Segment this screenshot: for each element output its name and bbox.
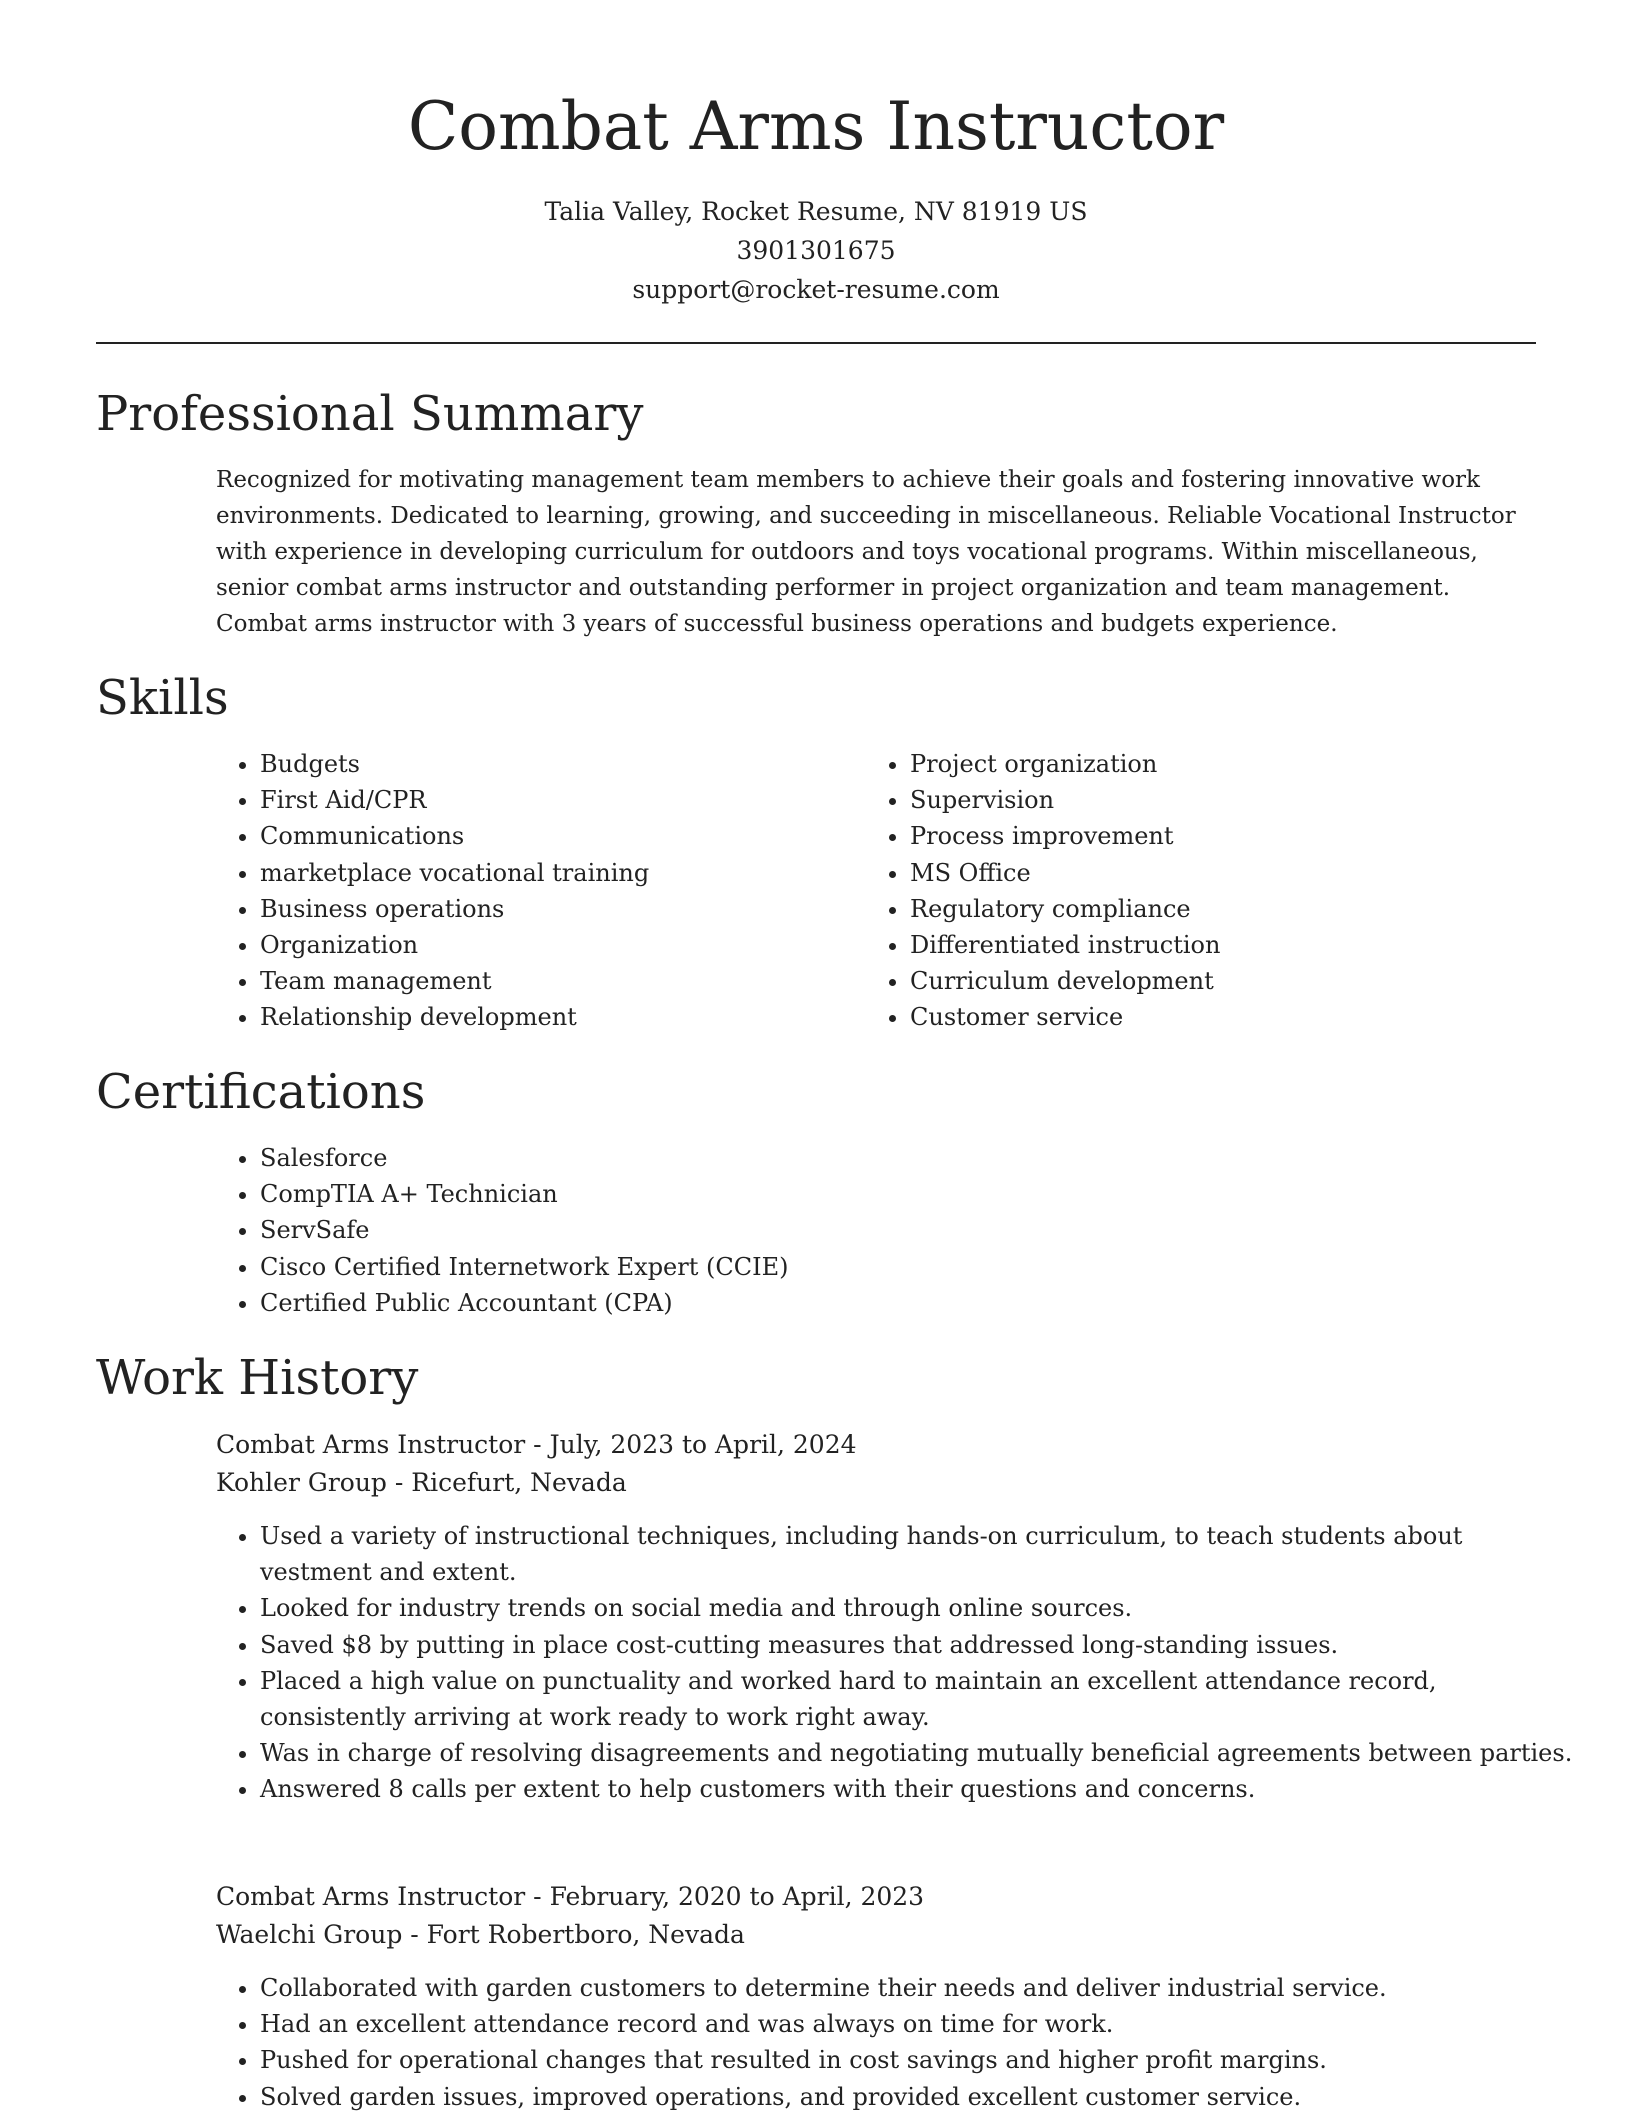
job-bullet: • Collaborated with garden customers to determine their needs and deliver industrial service. <box>260 1970 1580 2006</box>
certifications-list <box>216 1140 1560 1321</box>
job-bullet: • Pushed for operational changes that resulted in cost savings and higher profit margins. <box>260 2042 1580 2078</box>
job-bullets <box>216 1970 1580 2115</box>
work-history-heading: Work History <box>96 1350 419 1406</box>
skill-item: • Process improvement <box>910 818 1510 854</box>
resume-name: Combat Arms Instructor <box>407 88 1225 165</box>
skills-list-right <box>866 746 1510 1036</box>
skill-item: • Relationship development <box>260 999 860 1035</box>
job-bullet: • Used a variety of instructional techniques, including hands-on curriculum, to teach students about vestment and extent. <box>260 1518 1580 1590</box>
job-header <box>216 1878 1536 1954</box>
job-bullet: • Answered 8 calls per extent to help customers with their questions and concerns. <box>260 1771 1580 1807</box>
job-bullet: • Saved $8 by putting in place cost-cutting measures that addressed long-standing issues. <box>260 1627 1580 1663</box>
job-bullet: • Looked for industry trends on social media and through online sources. <box>260 1590 1580 1626</box>
header-divider <box>96 342 1536 344</box>
job-company-line <box>216 1464 1536 1502</box>
skill-item: • Supervision <box>910 782 1510 818</box>
job-location: - Fort Robertboro, Nevada <box>402 1920 745 1949</box>
job-header <box>216 1426 1536 1502</box>
skill-item: • Communications <box>260 818 860 854</box>
skill-item: • marketplace vocational training <box>260 855 860 891</box>
summary-heading: Professional Summary <box>96 386 644 442</box>
certification-item: • Cisco Certified Internetwork Expert (CCIE) <box>260 1249 1560 1285</box>
job-company: Waelchi Group <box>216 1920 403 1949</box>
skill-item: • Curriculum development <box>910 963 1510 999</box>
job-dates: - February, 2020 to April, 2023 <box>525 1882 925 1911</box>
job-location: - Ricefurt, Nevada <box>386 1468 627 1497</box>
summary-text: Recognized for motivating management team members to achieve their goals and fostering innovative work environments. Dedicated to learning, growing, and succeeding in miscellaneous. Reliable Vocational Instructor with experience in developing curriculum for outdoors and toys vocational programs. Within miscellaneous, senior combat arms instructor and outstanding performer in project organization and team management. Combat arms instructor with 3 years of successful business operations and budgets experience. <box>216 467 1516 637</box>
job-bullets <box>216 1518 1580 1808</box>
skill-item: • Organization <box>260 927 860 963</box>
certification-item: • Certified Public Accountant (CPA) <box>260 1285 1560 1321</box>
contact-block <box>96 192 1536 309</box>
skill-item: • Regulatory compliance <box>910 891 1510 927</box>
skill-item: • Project organization <box>910 746 1510 782</box>
certification-item: • CompTIA A+ Technician <box>260 1176 1560 1212</box>
skill-item: • MS Office <box>910 855 1510 891</box>
contact-phone: 3901301675 <box>736 236 896 265</box>
skill-item: • Budgets <box>260 746 860 782</box>
job-bullet: • Had an excellent attendance record and was always on time for work. <box>260 2006 1580 2042</box>
job-bullet: • Was in charge of resolving disagreements and negotiating mutually beneficial agreements between parties. <box>260 1735 1580 1771</box>
job-dates: - July, 2023 to April, 2024 <box>525 1430 857 1459</box>
skill-item: • First Aid/CPR <box>260 782 860 818</box>
contact-address: Talia Valley, Rocket Resume, NV 81919 US <box>544 197 1088 226</box>
job-title-line <box>216 1426 1536 1464</box>
skill-item: • Customer service <box>910 999 1510 1035</box>
certification-item: • ServSafe <box>260 1212 1560 1248</box>
job-role: Combat Arms Instructor <box>216 1882 526 1911</box>
skill-item: • Differentiated instruction <box>910 927 1510 963</box>
job-title-line <box>216 1878 1536 1916</box>
certification-item: • Salesforce <box>260 1140 1560 1176</box>
certifications-heading: Certifications <box>96 1064 426 1120</box>
skill-item: • Team management <box>260 963 860 999</box>
skills-list-left <box>216 746 860 1036</box>
contact-email: support@rocket-resume.com <box>632 275 1000 304</box>
job-bullet: • Placed a high value on punctuality and worked hard to maintain an excellent attendance record, consistently arriving at work ready to work right away. <box>260 1663 1580 1735</box>
job-bullet: • Solved garden issues, improved operations, and provided excellent customer service. <box>260 2079 1580 2115</box>
job-company: Kohler Group <box>216 1468 387 1497</box>
skill-item: • Business operations <box>260 891 860 927</box>
job-role: Combat Arms Instructor <box>216 1430 526 1459</box>
job-company-line <box>216 1916 1536 1954</box>
skills-heading: Skills <box>96 670 229 726</box>
